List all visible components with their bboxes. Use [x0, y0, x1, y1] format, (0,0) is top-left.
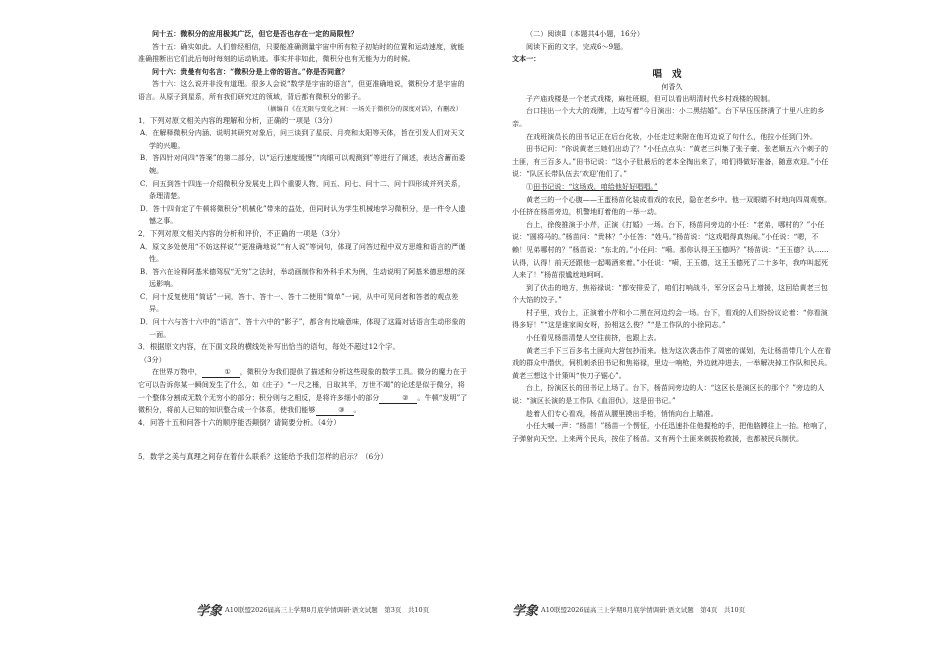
story-paragraph: 趁着人们专心看戏，杨苗从腰里摸出手枪，悄悄向台上瞄准。 — [526, 409, 718, 418]
story-paragraph: 黄老三手下三百多名土匪向大营包抄而来。他为这次袭击作了周密的谋划，先让杨苗带几个人在看戏的群众中潜伏，伺机刺杀田书记和焦裕禄，里边一响枪，外边就冲进去，一举解决掉工作队和民兵。黄老三想这个计策叫“快刀子锯心”。 — [512, 346, 832, 380]
story-paragraph: 到了伏击的地方，焦裕禄说：“都安排妥了，咱们打响战斗，军分区会马上增援，这回给黄老三包个大馅的饺子。” — [512, 283, 828, 305]
question-3-passage — [138, 366, 468, 416]
q3-blank-2[interactable]: ② — [379, 393, 417, 404]
right-footer — [512, 600, 745, 619]
answer-space — [138, 429, 468, 451]
question-2-option-a: A．原文多处使用“不妨这样说”“更准确地说”“有人说”等词句，体现了问答过程中双方思维和语言的严谨性。 — [140, 242, 466, 264]
story-paragraph: 小任大喊一声：“杨苗！”杨苗一个愣怔，小任迅速扑住他握枪的手，把他胳膊往上一抬。枪响了，子弹射向天空。上来两个民兵，按住了杨苗。又有两个土匪来刺拔枪救援，也都被民兵制伏。 — [512, 422, 832, 443]
q3-part-c: 。牛顿“发明”了微积分，将前人已知的知识整合成一个体系，使我们能够 — [138, 393, 468, 415]
question-1-stem: 1．下列对原文相关内容的理解和分析，正确的一项是（3分） — [138, 115, 337, 125]
q15-text: 问十五：微积分的应用极其广泛，但它是否也存在一定的局限性？ — [152, 29, 358, 38]
story-paragraph: 在戏班演员长的田书记正在后台化妆，小任走过来附在他耳边说了句什么，他拉小任到门外。 — [526, 132, 818, 141]
left-page — [138, 28, 468, 464]
story-paragraph: 台口挂出一个大大的戏牌，上边写着“今日演出：小二黑结婚”。台下早压压挤满了十里八庄的乡亲。 — [512, 107, 825, 128]
question-4: 4．问答十五和问答十六的顺序能否颠倒？请简要分析。（4分） — [138, 417, 341, 427]
question-2-option-b: B．答六在诠释阿基米德驾驭“无穷”之法时，举动画制作和外科手术为例，生动说明了阿基米德思想的深远影响。 — [140, 267, 465, 289]
a15-text: 答十五：确实如此。人们曾经相信，只要能准确测量宇宙中所有粒子初始时的位置和运动速度，就能准确推断出它们此后每时每刻的运动轨迹。事实并非如此，微积分也有无能为力的时候。 — [138, 42, 465, 64]
question-2-option-d: D．问十六与答十六中的“语言”、答十六中的“影子”，都含有比喻意味，体现了这篇对话语言生动形象的一面。 — [140, 318, 466, 339]
story-paragraph: 台上，徐俊推演于小芹，正演《打婚》一场。台下，杨苗问旁边的小任：“老弟，哪村的？”小任说：“圆将马的。”杨苗问：“贵林？”小任答：“姓马。”杨苗说：“这戏唱得真热闹。”小任说：“嗯，不赖！见弟哪村的？”杨苗说：“东北的。”小任问：“嗬。那你认得王玉德吗？”杨苗说：“王玉德？认……认得，认得！前天还跟他一起喝酒来着。”小任说：“嗬，王玉德，这王玉德死了二十多年，我咋叫起死人来了！”杨苗很尴尬地呵呵。 — [512, 220, 829, 280]
question-3-stem: 3．根据原文内容，在下面文段的横线处补写出恰当的语句，每处不超过12个字。 — [138, 342, 400, 352]
story-paragraph: 子产庙戏楼是一个老式戏楼，麻杜班眼，但可以看出明清时代乡村戏楼的规制。 — [526, 94, 775, 103]
q3-blank-3[interactable]: ③ — [316, 405, 354, 416]
story-paragraph: 台上，扮演区长的田书记上场了。台下，杨苗问旁边的人：“这区长是演区长的那个？”旁边的人说：“演区长演的是工作队《血泪仇》，这是田书记。” — [512, 384, 825, 406]
left-footer-text: A10联盟2026届高三上学期8月底学情调研·语文试题 第3页 共10页 — [225, 606, 430, 614]
underlined-sentence-1: 田书记说：“这场戏，咱给他好好唱唱。” — [533, 182, 658, 191]
right-page — [512, 28, 832, 445]
story-author: 何香久 — [661, 82, 683, 91]
question-5: 5．数学之美与真理之间存在着什么联系？这能给予我们怎样的启示？（6分） — [138, 452, 388, 462]
q3-part-a: 在世界万物中， — [152, 368, 202, 377]
right-footer-text: A10联盟2026届高三上学期8月底学情调研·语文试题 第4页 共10页 — [541, 606, 746, 614]
reading-instruction: 阅读下面的文字，完成6～9题。 — [526, 42, 628, 51]
left-footer — [196, 600, 429, 619]
question-1-option-b: B．答四针对问四“答案”的第二部分，以“运行速度缓慢”“肉眼可以观测到”等进行了阐述，表达含蓄而委婉。 — [140, 154, 466, 175]
source-note: （摘编自《在无限与变化之间：一场关于微积分的深度对话》，有删改） — [263, 105, 462, 113]
q3-part-d: 。 — [353, 406, 361, 415]
logo-icon: 学象 — [196, 604, 223, 619]
text-label: 文本一： — [512, 54, 541, 64]
circled-number-1: ① — [526, 182, 534, 191]
story-paragraph: 田书记问：“你说黄老三她们出动了？”小任点点头：“黄老三纠集了张子豪、张老顺五六个刺子的土匪，有三百多人。”田书记说：“这小子肚最后的老本全掏出来了，咱们得做好准备，随意欢迎。”小任说：“队区长带队伍去‘欢迎’他们了。” — [512, 145, 829, 179]
a16-text: 答十六：这么说并非没有道理。很多人会说“数学是宇宙的语言”，但更准确地说，微积分才是宇宙的语言。从原子到星系，所有我们研究过的领域，背后都有微积分的影子。 — [138, 80, 465, 101]
question-2-stem: 2．下列对原文相关内容的分析和评价，不正确的一项是（3分） — [138, 228, 345, 238]
q3-part-b: ，微积分为我们提供了描述和分析这些现象的数学工具。微分的魔力在于它可以告诉你某一瞬间发生了什么，如《庄子》“一尺之棰，日取其半，万世不竭”的论述是似于微分，将一个整体分割成无数个无穷小的部分；积分则与之相反，是将许多细小的部分 — [138, 368, 467, 402]
question-1-option-a: A．在解释微积分内涵、说明其研究对象后，问三谈到了星辰、月亮和太阳等天体，旨在引发人们对天文学的兴趣。 — [140, 129, 465, 150]
question-1-option-d: D．答十四肯定了牛顿将微积分“机械化”带来的益处，但同时认为学生机械地学习微积分，是一件令人遗憾之事。 — [140, 204, 466, 226]
story-paragraph: 黄老三的一个心腹——王蛋杨苗化装成看戏的农民，隐在老乡中。他一双眼睛不时地向四周观察。小任挤在杨苗旁边，机警地盯着他的一举一动。 — [512, 195, 832, 217]
q3-blank-1[interactable]: ① — [202, 367, 240, 378]
logo-icon: 学象 — [512, 604, 539, 619]
story-paragraph: 小任看见杨苗清楚人空往前挤，也跟上去。 — [526, 334, 661, 343]
q16-text: 问十六：贵曼有句名言：“微积分是上帝的语言。”你是否同意？ — [152, 66, 349, 76]
story-title: 唱戏 — [652, 68, 692, 80]
question-3-points: （3分） — [140, 355, 166, 364]
story-paragraph-underlined-1 — [512, 181, 832, 194]
story-paragraph: 村子里，戏台上，正演着小芹和小二黑在河边约会一场。台下，看戏的人们纷纷议论着：“你看演得多好！”“这是谁家闺女呀，扮相这么俊？”“是工作队的小徐同志。” — [512, 308, 828, 330]
section-heading: （二）阅读Ⅱ（本题共4小题，16分） — [526, 30, 644, 38]
question-1-option-c: C．问五到答十四连一介绍微积分发展史上四个重要人物，问五、问七、问十二、问十四形成并列关系，条理清楚。 — [140, 179, 465, 201]
question-2-option-c: C．问十反复使用“简话”一词，答十、答十一、答十二使用“简单”一词，从中可见问者和答者的观点差异。 — [140, 292, 459, 314]
